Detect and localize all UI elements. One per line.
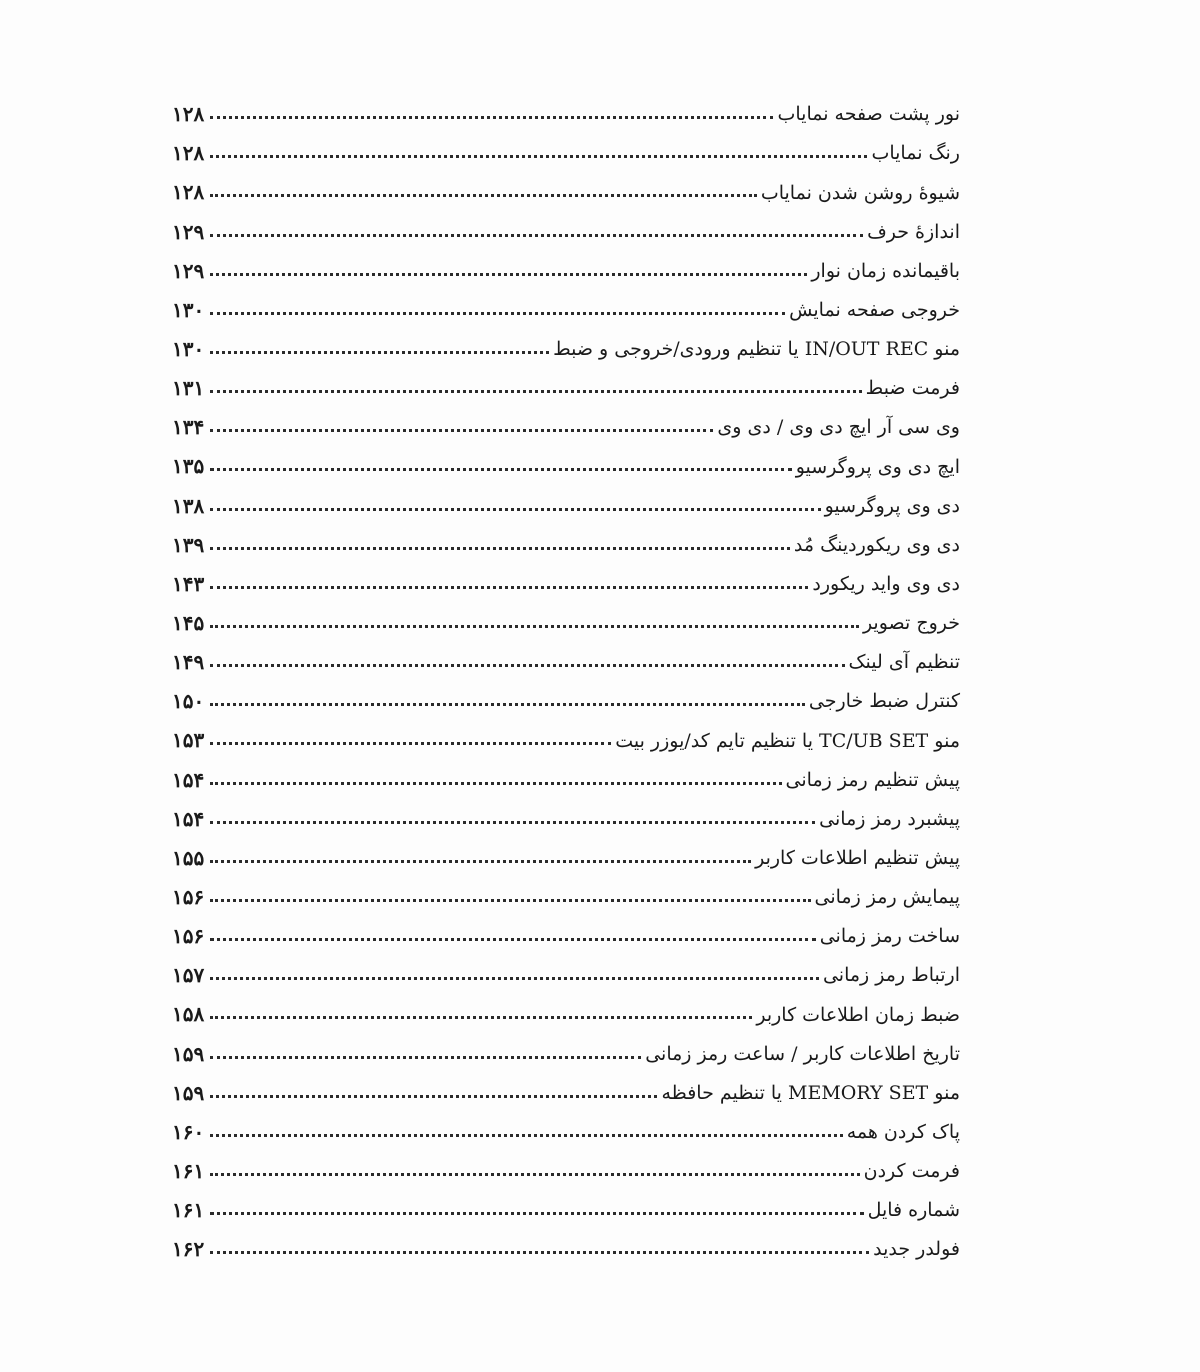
toc-entry (172, 635, 960, 674)
toc-entry-page-number: ۱۳۰ (172, 336, 205, 361)
dot-leader (210, 1016, 752, 1019)
toc-entry (172, 831, 960, 870)
toc-entry-page-number: ۱۶۲ (172, 1237, 205, 1262)
toc-entry-page-number: ۱۶۰ (172, 1119, 205, 1144)
toc-entry (172, 283, 960, 322)
dot-leader (210, 1134, 843, 1137)
toc-entry (172, 792, 960, 831)
dot-leader (210, 899, 811, 902)
toc-entry (172, 439, 960, 478)
toc-entry-page-number: ۱۵۰ (172, 689, 205, 714)
toc-entry-page-number: ۱۲۸ (172, 141, 205, 166)
toc-entry (172, 322, 960, 361)
toc-entry-title: منو TC/UB SET یا تنظیم تایم کد/یوزر بیت (615, 729, 960, 752)
toc-entry-title: پاک کردن همه (846, 1121, 960, 1143)
toc-entry-page-number: ۱۳۵ (172, 454, 205, 479)
toc-entry (172, 1183, 960, 1222)
toc-entry-page-number: ۱۳۱ (172, 376, 205, 401)
toc-entry-page-number: ۱۶۱ (172, 1198, 205, 1223)
toc-entry-page-number: ۱۲۹ (172, 258, 205, 283)
dot-leader (210, 625, 859, 628)
dot-leader (210, 312, 785, 315)
dot-leader (210, 508, 821, 511)
toc-entry-title: شماره فایل (867, 1199, 960, 1222)
dot-leader (210, 821, 815, 824)
toc-entry (172, 1144, 960, 1183)
toc-entry-title: باقیمانده زمان نوار (811, 259, 960, 282)
toc-entry-title: خروج تصویر (862, 612, 960, 635)
toc-entry (172, 752, 960, 791)
toc-entry (172, 478, 960, 517)
dot-leader (210, 1173, 860, 1176)
toc-entry (172, 244, 960, 283)
toc-entry (172, 596, 960, 635)
toc-entry-title: ارتباط رمز زمانی (822, 964, 960, 987)
toc-entry-page-number: ۱۳۸ (172, 493, 205, 518)
toc-entry-title: اندازهٔ حرف (867, 220, 960, 243)
toc-entry-page-number: ۱۲۹ (172, 219, 205, 244)
toc-entry-title: تاریخ اطلاعات کاربر / ساعت رمز زمانی (645, 1042, 960, 1065)
toc-entry-page-number: ۱۵۸ (172, 1002, 205, 1027)
dot-leader (210, 116, 773, 119)
dot-leader (210, 155, 867, 158)
toc-entry-title: پیمایش رمز زمانی (814, 886, 960, 909)
table-of-contents (172, 87, 960, 1261)
toc-entry-page-number: ۱۵۹ (172, 1041, 205, 1066)
dot-leader (210, 1095, 657, 1098)
toc-entry-title: ضبط زمان اطلاعات کاربر (756, 1003, 960, 1026)
toc-entry-page-number: ۱۴۵ (172, 610, 205, 635)
toc-entry-title: منو IN/OUT REC یا تنظیم ورودی/خروجی و ضبط (553, 338, 960, 361)
toc-entry-title: فرمت ضبط (865, 377, 960, 400)
toc-entry-page-number: ۱۴۳ (172, 571, 205, 596)
dot-leader (210, 273, 807, 276)
dot-leader (210, 860, 751, 863)
toc-entry (172, 909, 960, 948)
toc-entry (172, 165, 960, 204)
dot-leader (210, 1251, 869, 1254)
dot-leader (210, 938, 816, 941)
toc-entry (172, 674, 960, 713)
dot-leader (210, 977, 819, 980)
toc-entry-title: شیوهٔ روشن شدن نمایاب (760, 181, 960, 204)
toc-entry (172, 1222, 960, 1261)
toc-entry-page-number: ۱۴۹ (172, 650, 205, 675)
toc-entry (172, 400, 960, 439)
toc-entry-title: نور پشت صفحه نمایاب (777, 103, 960, 126)
toc-entry (172, 361, 960, 400)
toc-entry-title: خروجی صفحه نمایش (789, 299, 960, 322)
toc-entry-page-number: ۱۵۶ (172, 924, 205, 949)
toc-entry-title: تنظیم آی لینک (848, 651, 960, 674)
toc-entry-title: دی وی ریکوردینگ مُد (793, 533, 960, 556)
toc-entry-page-number: ۱۲۸ (172, 180, 205, 205)
dot-leader (210, 390, 862, 393)
dot-leader (210, 547, 790, 550)
toc-entry-page-number: ۱۲۸ (172, 102, 205, 127)
dot-leader (210, 742, 611, 745)
toc-entry (172, 126, 960, 165)
toc-entry-page-number: ۱۵۶ (172, 884, 205, 909)
dot-leader (210, 703, 805, 706)
toc-entry (172, 948, 960, 987)
dot-leader (210, 664, 845, 667)
dot-leader (210, 1212, 864, 1215)
toc-entry (172, 870, 960, 909)
dot-leader (210, 234, 863, 237)
dot-leader (210, 782, 782, 785)
toc-entry-title: منو MEMORY SET یا تنظیم حافظه (661, 1081, 960, 1104)
toc-entry-title: پیشبرد رمز زمانی (819, 807, 960, 830)
toc-entry-title: وی سی آر ایچ دی وی / دی وی (717, 416, 960, 439)
toc-entry (172, 987, 960, 1026)
dot-leader (210, 1056, 641, 1059)
toc-entry-page-number: ۱۳۴ (172, 415, 205, 440)
toc-entry (172, 1026, 960, 1065)
toc-entry (172, 1066, 960, 1105)
dot-leader (210, 429, 713, 432)
toc-entry-page-number: ۱۵۷ (172, 963, 205, 988)
dot-leader (210, 194, 757, 197)
toc-entry-page-number: ۱۶۱ (172, 1158, 205, 1183)
toc-entry-title: دی وی واید ریکورد (812, 573, 960, 596)
toc-entry-page-number: ۱۳۰ (172, 297, 205, 322)
toc-entry (172, 87, 960, 126)
toc-entry-page-number: ۱۵۹ (172, 1080, 205, 1105)
toc-entry-page-number: ۱۵۳ (172, 728, 205, 753)
toc-entry (172, 204, 960, 243)
toc-entry-title: پیش تنظیم اطلاعات کاربر (755, 847, 960, 870)
toc-entry-title: ایچ دی وی پروگرسیو (795, 455, 960, 478)
toc-entry-title: ساخت رمز زمانی (819, 925, 960, 948)
toc-entry-title: فرمت کردن (863, 1160, 960, 1183)
toc-entry-page-number: ۱۵۴ (172, 806, 205, 831)
toc-entry-page-number: ۱۵۴ (172, 767, 205, 792)
toc-entry-title: پیش تنظیم رمز زمانی (785, 768, 960, 791)
toc-entry-title: کنترل ضبط خارجی (808, 690, 960, 713)
dot-leader (210, 351, 549, 354)
toc-entry-page-number: ۱۳۹ (172, 532, 205, 557)
toc-entry (172, 518, 960, 557)
toc-entry-page-number: ۱۵۵ (172, 845, 205, 870)
toc-entry (172, 1105, 960, 1144)
dot-leader (210, 586, 808, 589)
toc-entry (172, 557, 960, 596)
toc-entry-title: رنگ نمایاب (871, 142, 960, 165)
toc-entry-title: فولدر جدید (873, 1238, 960, 1261)
toc-entry (172, 713, 960, 752)
dot-leader (210, 468, 792, 471)
toc-entry-title: دی وی پروگرسیو (824, 494, 960, 517)
